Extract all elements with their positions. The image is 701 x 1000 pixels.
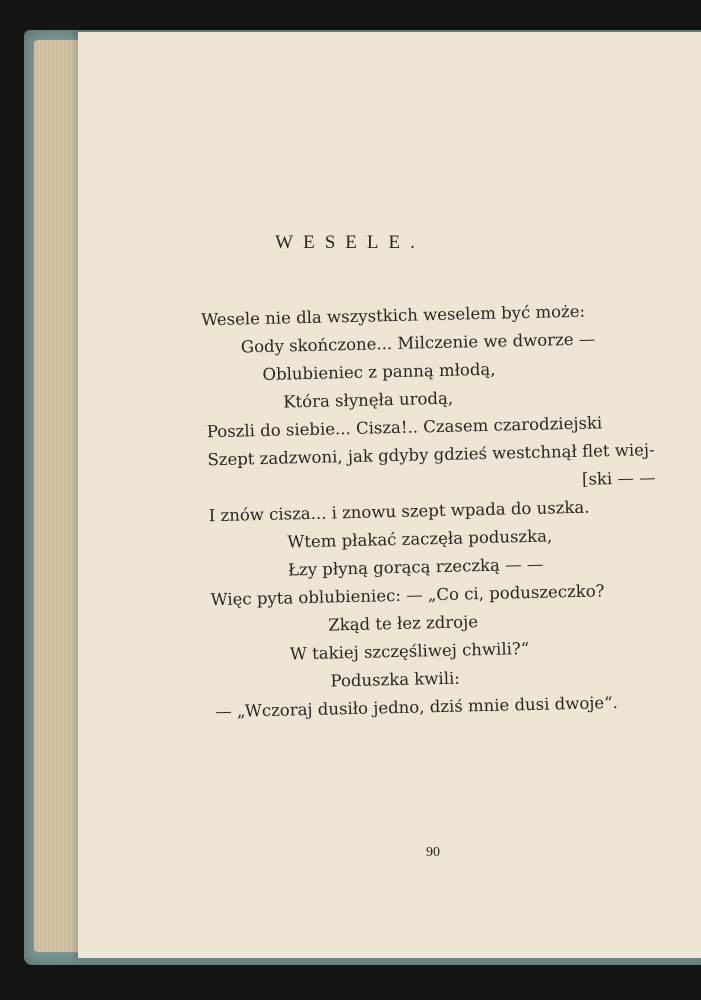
page-number: 90 [426,845,440,860]
poem-line: W takiej szczęśliwej chwili?“ [289,639,530,664]
poem-line: Oblubieniec z panną młodą, [262,359,496,384]
poem-line: Wesele nie dla wszystkich weselem być może: [201,301,586,330]
book-page [78,32,701,958]
poem-line: Gody skończone... Milczenie we dworze — [240,329,596,357]
page-edges [34,40,84,952]
poem-line: Która słynęła urodą, [282,388,454,412]
poem-line: — „Wczoraj dusiło jedno, dziś mnie dusi dwoje“. [214,693,619,722]
poem-line: Więc pyta oblubieniec: — „Co ci, poduszeczko? [210,581,605,610]
poem-line: Poduszka kwili: [330,668,461,691]
poem-line: Łzy płyną gorącą rzeczką — — [287,554,544,580]
poem-line: [ski — — [581,468,656,489]
poem-line: Zkąd te łez zdroje [328,612,479,635]
poem-title: WESELE. [275,232,425,253]
poem-line: Szept zadzwoni, jak gdyby gdzieś westchnął flet wiej- [207,440,655,470]
poem-line: Wtem płakać zaczęła poduszka, [287,526,553,552]
poem-line: Poszli do siebie... Cisza!.. Czasem czarodziejski [206,413,603,442]
poem-line: I znów cisza... i znowu szept wpada do uszka. [208,497,590,526]
